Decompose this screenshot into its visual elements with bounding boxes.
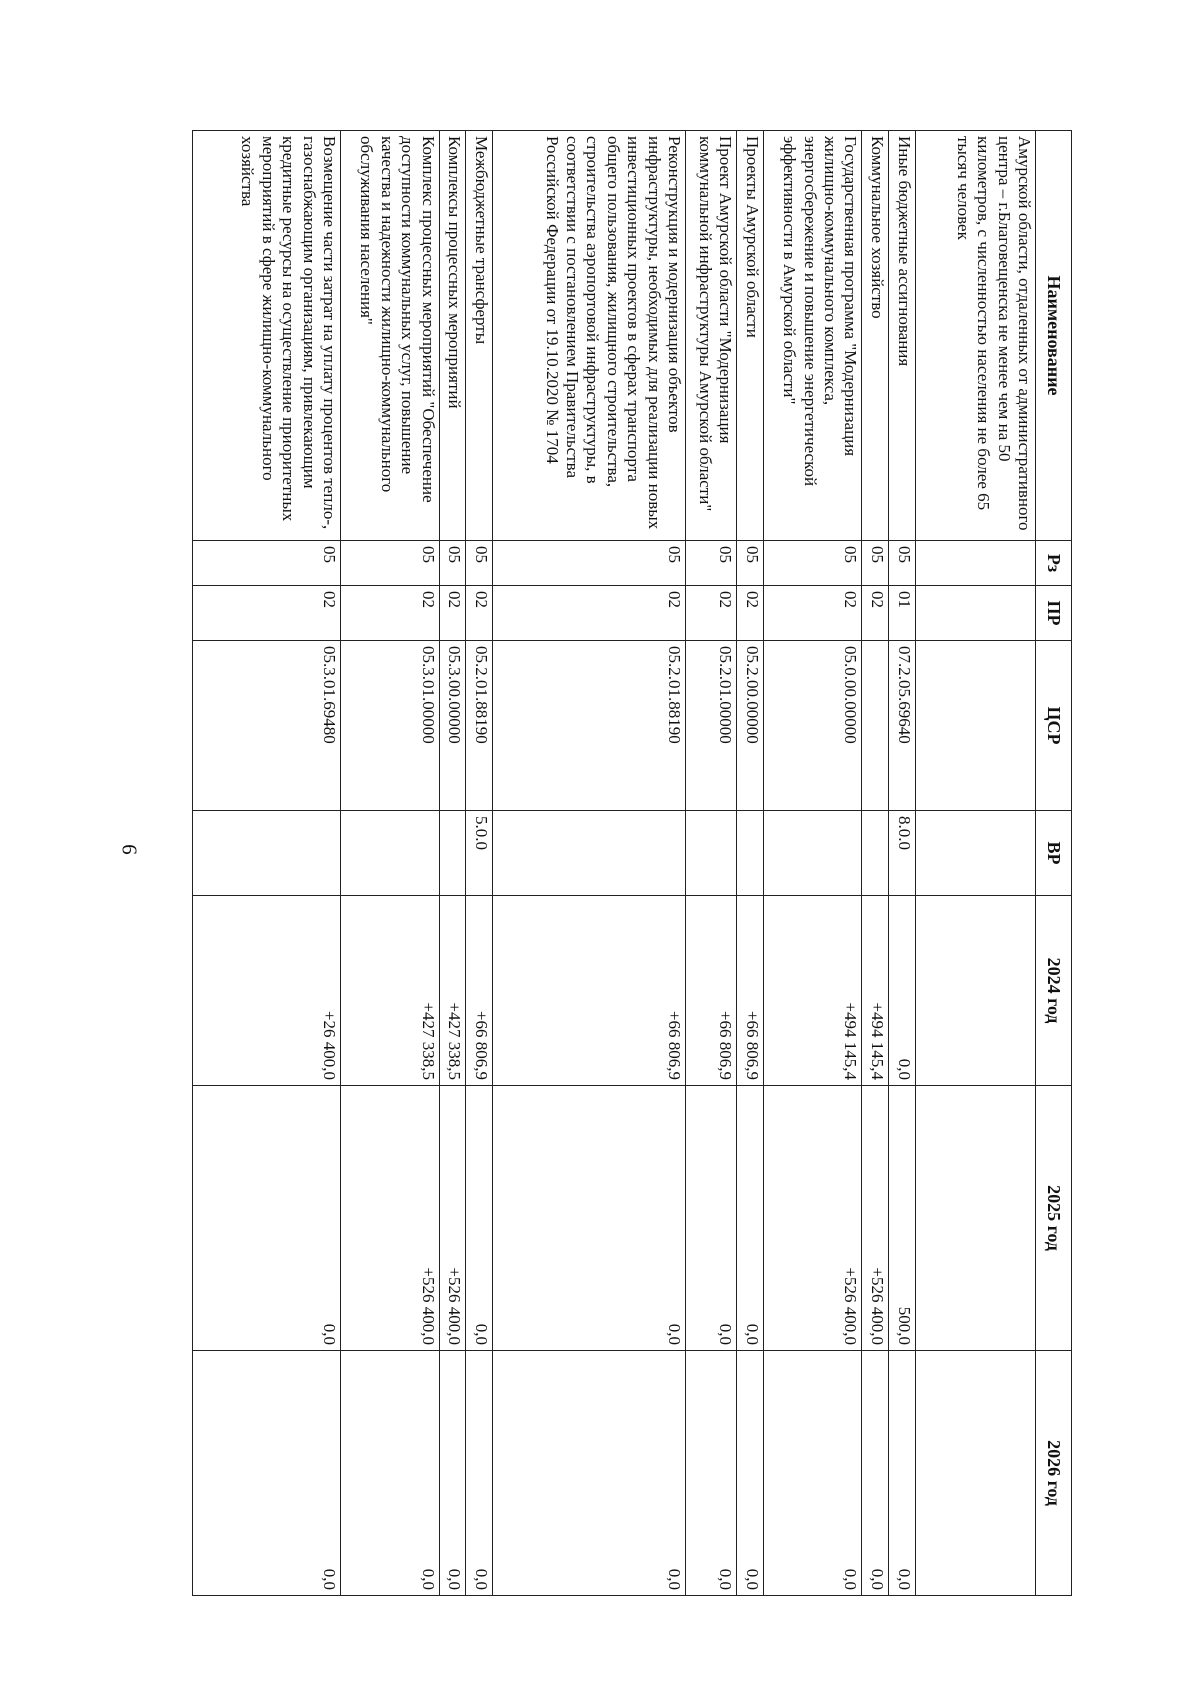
cell-2025: +526 400,0	[763, 1086, 862, 1351]
header-2025: 2025 год	[1036, 1086, 1072, 1351]
cell-vr	[685, 811, 736, 896]
cell-csr: 05.2.00.00000	[737, 641, 764, 811]
table-row	[466, 131, 493, 1596]
cell-2026	[915, 1351, 1035, 1596]
table-row	[439, 131, 466, 1596]
cell-vr: 8.0.0	[889, 811, 916, 896]
cell-rz: 05	[763, 541, 862, 586]
cell-csr: 05.3.00.00000	[439, 641, 466, 811]
cell-rz: 05	[466, 541, 493, 586]
cell-name: Возмещение части затрат на уплату процентов тепло-, газоснабжающим организациям, привлекающим кредитные ресурсы на осуществление приоритетных мероприятий в сфере жилищно-коммунального хозяйства	[193, 131, 341, 541]
cell-csr	[915, 641, 1035, 811]
cell-2026: 0,0	[685, 1351, 736, 1596]
table-row	[889, 131, 916, 1596]
budget-table	[192, 130, 1072, 1596]
cell-2024: 0,0	[889, 896, 916, 1086]
cell-csr: 05.2.01.88190	[492, 641, 685, 811]
cell-pr: 02	[492, 586, 685, 641]
cell-pr: 02	[862, 586, 889, 641]
cell-rz: 05	[193, 541, 341, 586]
cell-vr	[439, 811, 466, 896]
rotated-table-wrapper	[192, 130, 1072, 1595]
table-row	[737, 131, 764, 1596]
header-name: Наименование	[1036, 131, 1072, 541]
cell-vr	[737, 811, 764, 896]
cell-2026: 0,0	[763, 1351, 862, 1596]
table-header-row	[1036, 131, 1072, 1596]
header-rz: Рз	[1036, 541, 1072, 586]
cell-csr	[862, 641, 889, 811]
cell-name: Межбюджетные трансферты	[466, 131, 493, 541]
cell-pr: 02	[466, 586, 493, 641]
cell-csr: 05.2.01.88190	[466, 641, 493, 811]
cell-rz	[915, 541, 1035, 586]
cell-2025: +526 400,0	[340, 1086, 439, 1351]
cell-2026: 0,0	[492, 1351, 685, 1596]
cell-rz: 05	[439, 541, 466, 586]
cell-2024: +66 806,9	[685, 896, 736, 1086]
cell-2026: 0,0	[466, 1351, 493, 1596]
cell-name: Амурской области, отдаленных от административного центра – г.Благовещенска не менее чем на 50 километров, с численностью населения не более 65 тысяч человек	[915, 131, 1035, 541]
table-row	[763, 131, 862, 1596]
cell-2025: 500,0	[889, 1086, 916, 1351]
cell-2024: +427 338,5	[340, 896, 439, 1086]
cell-vr	[915, 811, 1035, 896]
cell-2024: +26 400,0	[193, 896, 341, 1086]
cell-2026: 0,0	[340, 1351, 439, 1596]
cell-2026: 0,0	[889, 1351, 916, 1596]
cell-pr: 02	[685, 586, 736, 641]
cell-csr: 05.0.00.00000	[763, 641, 862, 811]
cell-vr: 5.0.0	[466, 811, 493, 896]
cell-pr	[915, 586, 1035, 641]
header-csr: ЦСР	[1036, 641, 1072, 811]
table-row	[915, 131, 1035, 1596]
cell-pr: 01	[889, 586, 916, 641]
cell-csr: 05.2.01.00000	[685, 641, 736, 811]
table-row	[685, 131, 736, 1596]
cell-2024: +66 806,9	[466, 896, 493, 1086]
cell-rz: 05	[340, 541, 439, 586]
cell-csr: 05.3.01.00000	[340, 641, 439, 811]
cell-2026: 0,0	[737, 1351, 764, 1596]
cell-2024: +66 806,9	[737, 896, 764, 1086]
header-pr: ПР	[1036, 586, 1072, 641]
cell-name: Иные бюджетные ассигнования	[889, 131, 916, 541]
cell-2024: +494 145,4	[763, 896, 862, 1086]
cell-2025: 0,0	[492, 1086, 685, 1351]
table-row	[862, 131, 889, 1596]
header-vr: ВР	[1036, 811, 1072, 896]
page-number: 9	[117, 844, 142, 855]
cell-rz: 05	[862, 541, 889, 586]
cell-2024: +494 145,4	[862, 896, 889, 1086]
cell-vr	[193, 811, 341, 896]
cell-2025: +526 400,0	[439, 1086, 466, 1351]
cell-name: Комплексы процессных мероприятий	[439, 131, 466, 541]
cell-2024: +427 338,5	[439, 896, 466, 1086]
cell-rz: 05	[685, 541, 736, 586]
cell-pr: 02	[340, 586, 439, 641]
cell-2026: 0,0	[193, 1351, 341, 1596]
cell-rz: 05	[737, 541, 764, 586]
cell-name: Проект Амурской области "Модернизация коммунальной инфраструктуры Амурской области"	[685, 131, 736, 541]
cell-pr: 02	[737, 586, 764, 641]
cell-name: Реконструкция и модернизация объектов инфраструктуры, необходимых для реализации новых инвестиционных проектов в сферах транспорта общего пользования, жилищного строительства, строительства аэропортовой инфраструктуры, в соответствии с постановлением Правительства Российской Федерации от 19.10.2020 № 1704	[492, 131, 685, 541]
header-2024: 2024 год	[1036, 896, 1072, 1086]
cell-2026: 0,0	[439, 1351, 466, 1596]
table-row	[193, 131, 341, 1596]
cell-csr: 07.2.05.69640	[889, 641, 916, 811]
cell-vr	[862, 811, 889, 896]
cell-2026: 0,0	[862, 1351, 889, 1596]
header-2026: 2026 год	[1036, 1351, 1072, 1596]
cell-rz: 05	[889, 541, 916, 586]
cell-2025: +526 400,0	[862, 1086, 889, 1351]
cell-csr: 05.3.01.69480	[193, 641, 341, 811]
cell-2025: 0,0	[685, 1086, 736, 1351]
cell-name: Проекты Амурской области	[737, 131, 764, 541]
cell-name: Государственная программа "Модернизация жилищно-коммунального комплекса, энергосбережение и повышение энергетической эффективности в Амурской области"	[763, 131, 862, 541]
cell-2025: 0,0	[193, 1086, 341, 1351]
cell-vr	[763, 811, 862, 896]
cell-name: Комплекс процессных мероприятий "Обеспечение доступности коммунальных услуг, повышение качества и надежности жилищно-коммунального обслуживания населения"	[340, 131, 439, 541]
cell-2025	[915, 1086, 1035, 1351]
table-row	[492, 131, 685, 1596]
cell-pr: 02	[763, 586, 862, 641]
cell-vr	[340, 811, 439, 896]
cell-2025: 0,0	[737, 1086, 764, 1351]
cell-pr: 02	[193, 586, 341, 641]
table-row	[340, 131, 439, 1596]
cell-name: Коммунальное хозяйство	[862, 131, 889, 541]
cell-pr: 02	[439, 586, 466, 641]
cell-rz: 05	[492, 541, 685, 586]
cell-2024	[915, 896, 1035, 1086]
cell-2024: +66 806,9	[492, 896, 685, 1086]
cell-2025: 0,0	[466, 1086, 493, 1351]
cell-vr	[492, 811, 685, 896]
